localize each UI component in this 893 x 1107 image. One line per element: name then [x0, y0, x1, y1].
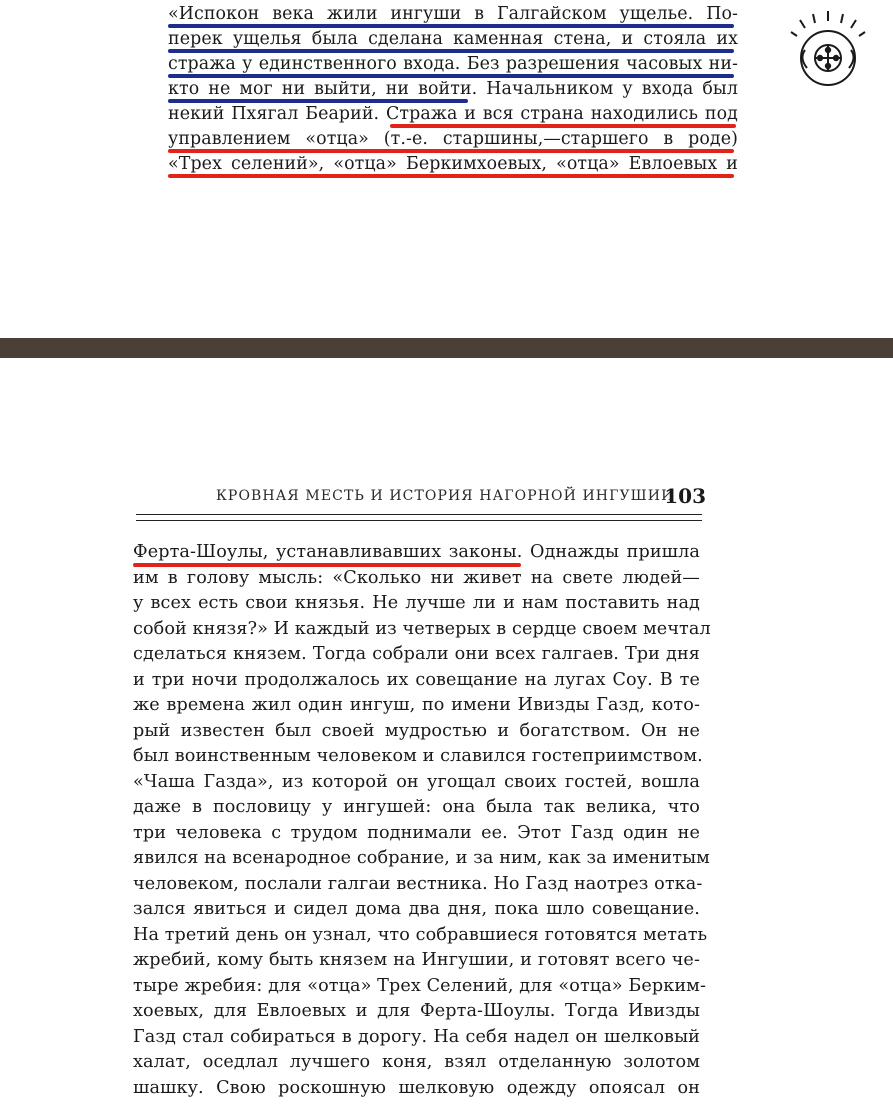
body-line-16: На третий день он узнал, что собравшиеся готовятся метать [133, 924, 708, 945]
body-line-20: Газд стал собираться в дорогу. На себя надел он шелковый [133, 1026, 700, 1047]
header-rule [136, 514, 702, 521]
body-line-3: у всех есть свои князья. Не лучше ли и нам поставить над [133, 593, 700, 613]
top-line-5: некий Пхягал Беарий. Стража и вся страна находились под [168, 102, 738, 127]
top-line-4: кто не мог ни выйти, ни войти. Начальником у входа был [168, 77, 738, 102]
body-line-14: человеком, послали галгаи вестника. Но Газд наотрез отка- [133, 873, 703, 894]
body-line-17: жребий, кому быть князем на Ингушии, и готовят всего че- [133, 950, 700, 970]
page-number: 103 [664, 484, 706, 508]
body-line-4: собой князя?» И каждый из четверых в сердце своем мечтал [133, 618, 711, 639]
body-line-12: три человека с трудом поднимали ее. Этот Газд один не [133, 822, 700, 843]
body-line-11: даже в пословицу у ингушей: она была так велика, что [133, 797, 700, 817]
body-passage [133, 540, 711, 1101]
body-line-13: явился на всенародное собрание, и за ним, как за именитым [133, 848, 710, 868]
body-line-6: и три ночи продолжалось их совещание на лугах Соу. В те [133, 669, 700, 690]
top-line-1: «Испокон века жили ингуши в Галгайском ущелье. По- [168, 2, 738, 27]
body-line-5: сделаться князем. Тогда собрали они всех галгаев. Три дня [133, 644, 700, 664]
body-line-18: тыре жребия: для «отца» Трех Селений, для «отца» Берким- [133, 975, 707, 996]
running-title: КРОВНАЯ МЕСТЬ И ИСТОРИЯ НАГОРНОЙ ИНГУШИИ [216, 488, 675, 504]
body-line-7: же времена жил один ингуш, по имени Ивизды Газд, кото- [133, 695, 700, 715]
body-line-10: «Чаша Газда», из которой он угощал своих гостей, вошла [133, 771, 700, 792]
page-divider [0, 338, 893, 358]
body-line-9: был воинственным человеком и славился гостеприимством. [133, 746, 703, 766]
body-line-2: им в голову мысль: «Сколько ни живет на свете людей— [133, 567, 700, 588]
body-line-8: рый известен был своей мудростью и богатством. Он не [133, 720, 700, 741]
body-line-1: Ферта-Шоулы, устанавливавших законы. Однажды пришла [133, 540, 700, 566]
body-line-22: шашку. Свою роскошную шелковую одежду опоясал он [133, 1077, 700, 1098]
top-line-3: стража у единственного входа. Без разрешения часовых ни- [168, 52, 738, 77]
top-line-2: перек ущелья была сделана каменная стена, и стояла их [168, 27, 738, 52]
body-line-15: зался явиться и сидел дома два дня, пока шло совещание. [133, 899, 700, 919]
sun-emblem-icon [783, 6, 873, 96]
top-passage [168, 2, 738, 177]
top-line-6: управлением «отца» (т.-е. старшины,—старшего в роде) [168, 127, 738, 152]
body-line-19: хоевых, для Евлоевых и для Ферта-Шоулы. Тогда Ивизды [133, 1001, 700, 1021]
top-line-7: «Трех селений», «отца» Беркимхоевых, «отца» Евлоевых и [168, 152, 738, 177]
body-line-21: халат, оседлал лучшего коня, взял отделанную золотом [133, 1052, 700, 1072]
running-head [216, 484, 706, 512]
